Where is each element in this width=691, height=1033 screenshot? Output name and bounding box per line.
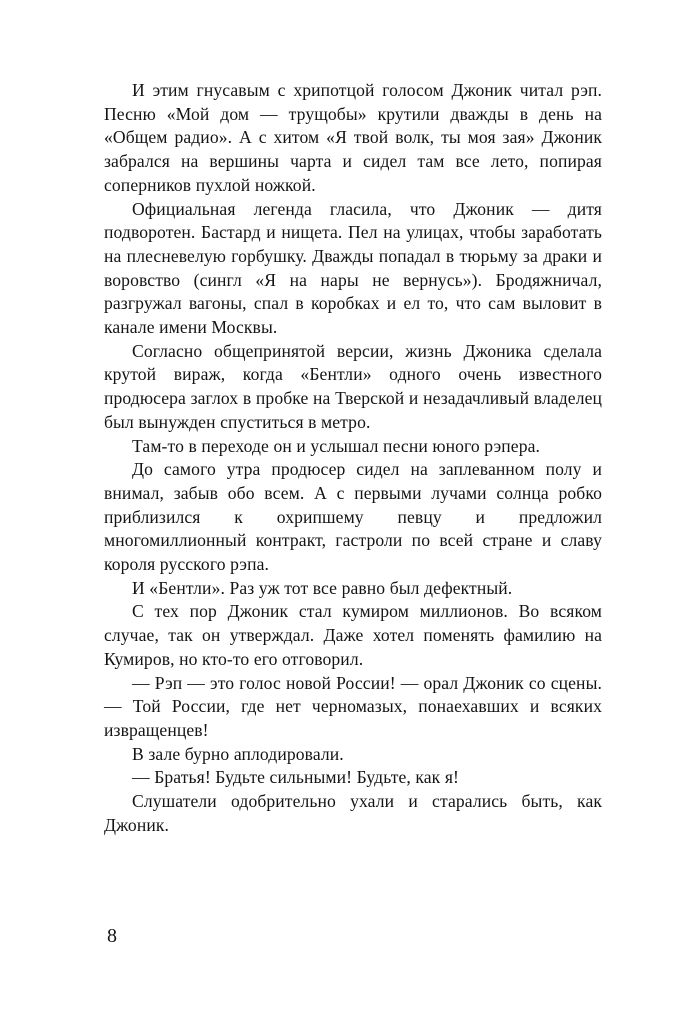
paragraph: Официальная легенда гласила, что Джоник — дитя подворотен. Бастард и нищета. Пел на улицах, чтобы заработать на плесневелую горбушку. Дважды попадал в тюрьму за драки и воровство (сингл «Я на нары не вернусь»). Бродяжничал, разгружал вагоны, спал в коробках и ел то, что сам выловит в канале имени Москвы.	[104, 198, 602, 338]
paragraph: — Братья! Будьте сильными! Будьте, как я!	[132, 767, 459, 788]
paragraph: — Рэп — это голос новой России! — орал Джоник со сцены. — Той России, где нет черномазых, понаехавших и всяких извращенцев!	[104, 672, 602, 740]
page-number: 8	[107, 925, 117, 947]
paragraph: С тех пор Джоник стал кумиром миллионов. Во всяком случае, так он утверждал. Даже хотел поменять фамилию на Кумиров, но кто-то его отговорил.	[104, 601, 602, 669]
paragraph: И «Бентли». Раз уж тот все равно был дефектный.	[132, 577, 513, 598]
paragraph: Там-то в переходе он и услышал песни юного рэпера.	[132, 435, 541, 456]
paragraph: До самого утра продюсер сидел на заплеванном полу и внимал, забыв обо всем. А с первыми лучами солнца робко приблизился к охрипшему певцу и предложил многомиллионный контракт, гастроли по всей стране и славу короля русского рэпа.	[104, 459, 602, 575]
paragraph: Слушатели одобрительно ухали и старались быть, как Джоник.	[104, 791, 602, 835]
paragraph: В зале бурно аплодировали.	[132, 743, 344, 764]
page-text	[104, 79, 602, 838]
paragraph: Согласно общепринятой версии, жизнь Джоника сделала крутой вираж, когда «Бентли» одного очень известного продюсера заглох в пробке на Тверской и незадачливый владелец был вынужден спуститься в метро.	[104, 340, 602, 432]
paragraph: И этим гнусавым с хрипотцой голосом Джоник читал рэп. Песню «Мой дом — трущобы» крутили дважды в день на «Общем радио». А с хитом «Я твой волк, ты моя зая» Джоник забрался на вершины чарта и сидел там все лето, попирая соперников пухлой ножкой.	[104, 80, 602, 195]
